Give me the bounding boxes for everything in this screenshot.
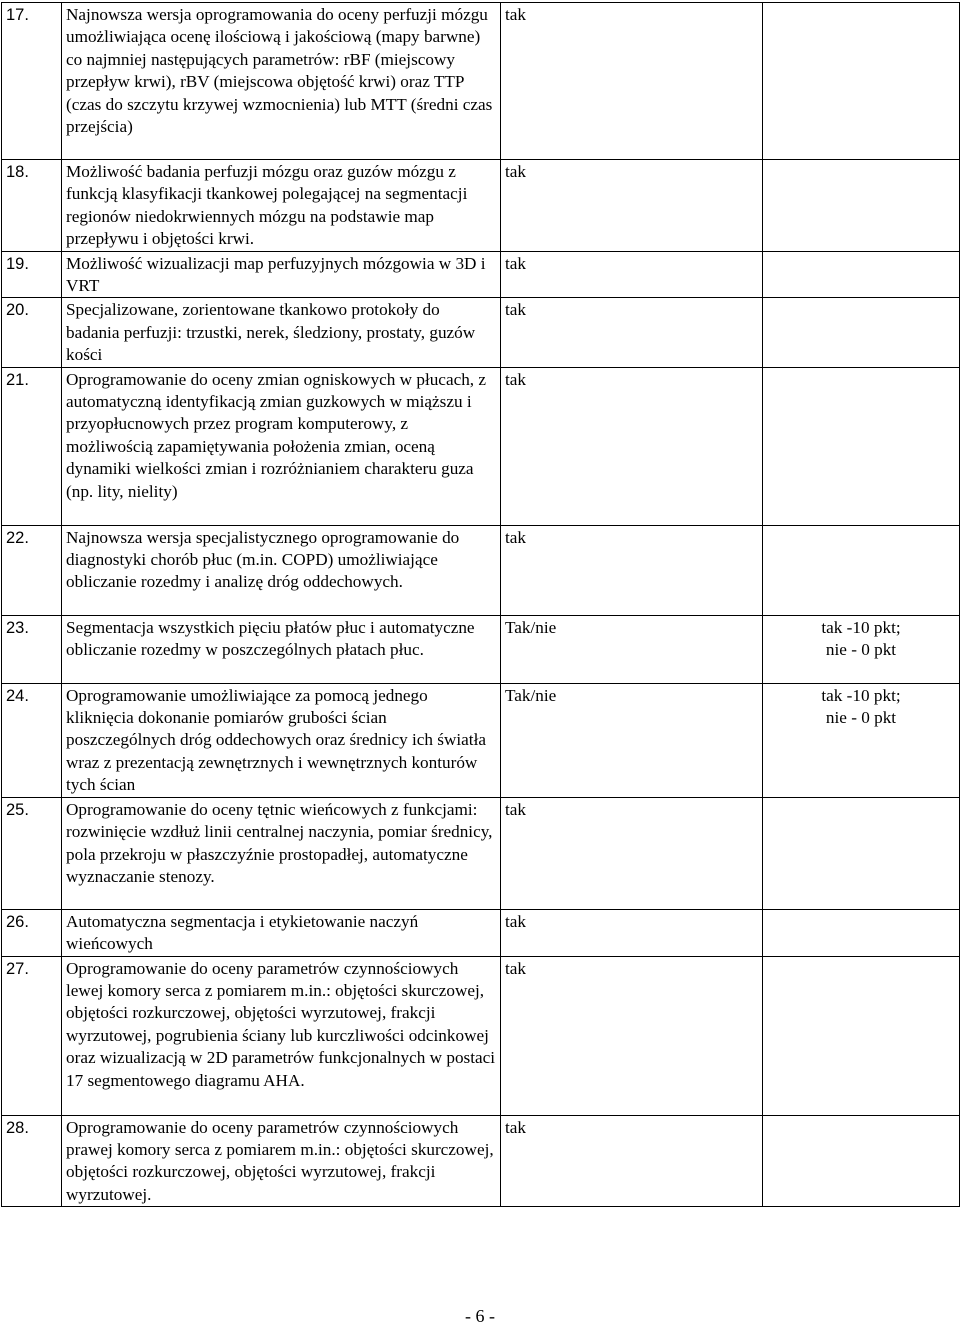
points-no: nie - 0 pkt [825, 708, 897, 728]
row-number: 25. [2, 797, 62, 909]
row-requirement: tak [501, 1115, 763, 1207]
specification-table [1, 2, 960, 1207]
points-yes: tak -10 pkt; [821, 685, 901, 705]
row-description: Automatyczna segmentacja i etykietowanie naczyń wieńcowych [62, 909, 501, 956]
row-description: Segmentacja wszystkich pięciu płatów płuc i automatyczne obliczanie rozedmy w poszczególnych płatach płuc. [62, 615, 501, 683]
row-number: 17. [2, 3, 62, 160]
row-requirement: tak [501, 251, 763, 298]
row-number: 22. [2, 525, 62, 615]
row-points [763, 525, 960, 615]
row-requirement: tak [501, 367, 763, 525]
table-row [2, 797, 960, 909]
row-number: 26. [2, 909, 62, 956]
row-description: Oprogramowanie do oceny tętnic wieńcowych z funkcjami: rozwinięcie wzdłuż linii centralnej naczynia, pomiar średnicy, pola przekroju w płaszczyźnie prostopadłej, automatyczne wyznaczanie stenozy. [62, 797, 501, 909]
row-description: Możliwość wizualizacji map perfuzyjnych mózgowia w 3D i VRT [62, 251, 501, 298]
table-row [2, 615, 960, 683]
row-number: 20. [2, 298, 62, 367]
row-points [763, 797, 960, 909]
row-requirement: Tak/nie [501, 615, 763, 683]
points-yes: tak -10 pkt; [821, 617, 901, 637]
table-row [2, 160, 960, 252]
row-points [763, 367, 960, 525]
row-description: Najnowsza wersja oprogramowania do oceny perfuzji mózgu umożliwiająca ocenę ilościową i jakościową (mapy barwne) co najmniej następujących parametrów: rBF (miejscowy przepływ krwi), rBV (miejscowa objętość krwi) oraz TTP (czas do szczytu krzywej wzmocnienia) lub MTT (średni czas przejścia) [62, 3, 501, 160]
row-requirement: tak [501, 525, 763, 615]
row-requirement: tak [501, 797, 763, 909]
row-description: Specjalizowane, zorientowane tkankowo protokoły do badania perfuzji: trzustki, nerek, śledziony, prostaty, guzów kości [62, 298, 501, 367]
table-row [2, 909, 960, 956]
row-requirement: tak [501, 956, 763, 1115]
row-number: 23. [2, 615, 62, 683]
page-number: - 6 - [465, 1306, 495, 1326]
row-description: Możliwość badania perfuzji mózgu oraz guzów mózgu z funkcją klasyfikacji tkankowej polegającej na segmentacji regionów niedokrwiennych mózgu na podstawie map przepływu i objętości krwi. [62, 160, 501, 252]
row-points [763, 683, 960, 797]
table-row [2, 525, 960, 615]
table-row [2, 251, 960, 298]
row-number: 24. [2, 683, 62, 797]
row-requirement: Tak/nie [501, 683, 763, 797]
row-number: 18. [2, 160, 62, 252]
row-description: Oprogramowanie do oceny parametrów czynnościowych prawej komory serca z pomiarem m.in.: objętości skurczowej, objętości rozkurczowej, objętości wyrzutowej, frakcji wyrzutowej. [62, 1115, 501, 1207]
table-row [2, 298, 960, 367]
row-points [763, 909, 960, 956]
row-number: 28. [2, 1115, 62, 1207]
row-number: 19. [2, 251, 62, 298]
row-number: 27. [2, 956, 62, 1115]
row-points [763, 3, 960, 160]
row-requirement: tak [501, 909, 763, 956]
points-no: nie - 0 pkt [825, 640, 897, 660]
table-row [2, 3, 960, 160]
row-points [763, 1115, 960, 1207]
row-points [763, 956, 960, 1115]
row-description: Najnowsza wersja specjalistycznego oprogramowanie do diagnostyki chorób płuc (m.in. COPD) umożliwiające obliczanie rozedmy i analizę dróg oddechowych. [62, 525, 501, 615]
table-row [2, 1115, 960, 1207]
row-description: Oprogramowanie do oceny parametrów czynnościowych lewej komory serca z pomiarem m.in.: objętości skurczowej, objętości rozkurczowej, objętości wyrzutowej, frakcji wyrzutowej, pogrubienia ściany lub kurczliwości odcinkowej oraz wizualizacją w 2D parametrów funkcjonalnych w postaci 17 segmentowego diagramu AHA. [62, 956, 501, 1115]
row-number: 21. [2, 367, 62, 525]
row-requirement: tak [501, 298, 763, 367]
row-description: Oprogramowanie umożliwiające za pomocą jednego kliknięcia dokonanie pomiarów grubości ścian poszczególnych dróg oddechowych oraz średnicy ich światła wraz z prezentacją zewnętrznych i wewnętrznych konturów tych ścian [62, 683, 501, 797]
row-points [763, 298, 960, 367]
row-points [763, 251, 960, 298]
row-description: Oprogramowanie do oceny zmian ogniskowych w płucach, z automatyczną identyfikacją zmian guzkowych w miąższu i przyopłucnowych przez program komputerowy, z możliwością zapamiętywania położenia zmian, oceną dynamiki wielkości zmian i rozróżnianiem charakteru guza (np. lity, nielity) [62, 367, 501, 525]
row-points [763, 615, 960, 683]
table-row [2, 367, 960, 525]
table-row [2, 956, 960, 1115]
row-requirement: tak [501, 160, 763, 252]
table-row [2, 683, 960, 797]
row-requirement: tak [501, 3, 763, 160]
row-points [763, 160, 960, 252]
